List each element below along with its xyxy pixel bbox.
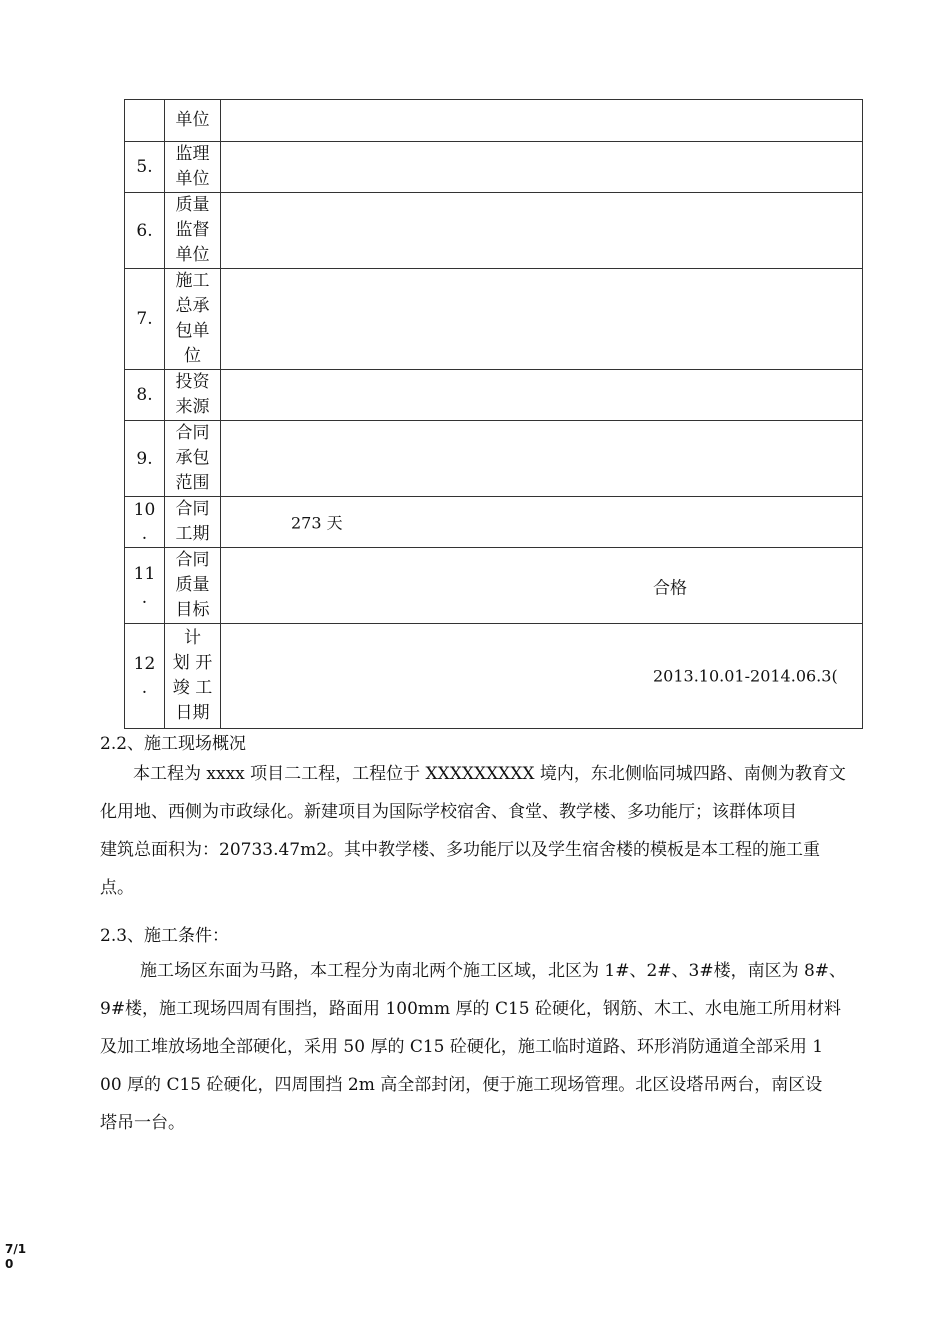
row-label: 合同 承包 范围 <box>165 421 221 497</box>
section-paragraph: 本工程为 xxxx 项目二工程，工程位于 XXXXXXXXX 境内，东北侧临同城四路、南侧为教育文 化用地、西侧为市政绿化。新建项目为国际学校宿舍、食堂、教学楼、多功能厅；该群体项目 建筑总面积为：20733.47m2。其中教学楼、多功能厅以及学生宿舍楼的模板是本工程的施工重 点。 <box>100 764 846 898</box>
row-value <box>221 193 863 269</box>
table-row <box>125 100 863 142</box>
table-row <box>125 193 863 269</box>
row-label: 单位 <box>165 100 221 142</box>
row-number: 11 . <box>125 548 165 624</box>
contract-duration-value: 273 天 <box>291 513 343 533</box>
row-value <box>221 142 863 193</box>
row-value <box>221 548 863 624</box>
row-label: 计 划 开 竣 工 日期 <box>165 624 221 729</box>
row-label: 合同 工期 <box>165 497 221 548</box>
table-row <box>125 142 863 193</box>
section-heading: 2.2、施工现场概况 <box>100 734 247 754</box>
section-heading: 2.3、施工条件： <box>100 926 230 946</box>
table-row <box>125 624 863 729</box>
page-number: 7/1 0 <box>5 1242 27 1271</box>
row-label: 投资 来源 <box>165 370 221 421</box>
planned-dates-value: 2013.10.01-2014.06.3( <box>653 666 838 686</box>
table-row <box>125 548 863 624</box>
row-value <box>221 269 863 370</box>
table-row <box>125 269 863 370</box>
row-number: 12 . <box>125 624 165 729</box>
quality-target-value: 合格 <box>653 578 687 598</box>
row-label: 监理 单位 <box>165 142 221 193</box>
row-value <box>221 497 863 548</box>
table-row <box>125 421 863 497</box>
row-number: 6. <box>125 193 165 269</box>
row-number: 9. <box>125 421 165 497</box>
row-number: 5. <box>125 142 165 193</box>
row-number: 10 . <box>125 497 165 548</box>
row-number: 7. <box>125 269 165 370</box>
row-label: 合同 质量 目标 <box>165 548 221 624</box>
row-label: 质量 监督 单位 <box>165 193 221 269</box>
table-row <box>125 370 863 421</box>
project-info-table <box>124 99 862 729</box>
row-value <box>221 100 863 142</box>
row-value <box>221 624 863 729</box>
row-value <box>221 370 863 421</box>
section-paragraph: 施工场区东面为马路，本工程分为南北两个施工区域，北区为 1#、2#、3#楼，南区为 8#、 9#楼，施工现场四周有围挡，路面用 100mm 厚的 C15 砼硬化，钢筋、木工、水电施工所用材料 及加工堆放场地全部硬化，采用 50 厚的 C15 砼硬化，施工临时道路、环形消防通道全部采用 1 00 厚的 C15 砼硬化，四周围挡 2m 高全部封闭，便于施工现场管理。北区设塔吊两台，南区设 塔吊一台。 <box>100 961 847 1133</box>
row-label: 施工 总承 包单 位 <box>165 269 221 370</box>
row-value <box>221 421 863 497</box>
row-number <box>125 100 165 142</box>
table-row <box>125 497 863 548</box>
row-number: 8. <box>125 370 165 421</box>
